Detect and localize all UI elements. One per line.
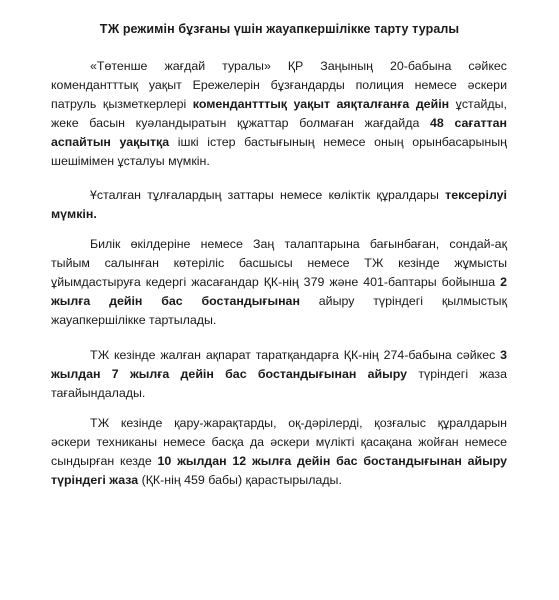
- paragraph-false-information: [51, 346, 507, 403]
- paragraph-inspection: [51, 186, 507, 224]
- text-segment-bold: тексерілуі мүмкін.: [51, 188, 507, 222]
- text-segment: ТЖ кезінде жалған ақпарат таратқандарға ҚК-нің 274-бабына сәйкес: [90, 348, 501, 362]
- paragraph-military-property: [51, 414, 507, 490]
- paragraph-detention: [51, 57, 507, 172]
- text-segment-bold: 3 жылдан 7 жылға дейін бас бостандығынан айыру: [51, 348, 507, 382]
- text-segment: түріндегі жаза тағайындалады.: [51, 367, 507, 401]
- text-segment: «Төтенше жағдай туралы» ҚР Заңының 20-бабына сәйкес комендантттық уақыт Ережелерін бұзғандарды полиция немесе әскери патруль қызметкерлері: [51, 59, 507, 112]
- text-segment: Билік өкілдеріне немесе Заң талаптарына бағынбаған, сондай-ақ тыйым салынған көтеріліс басшысы немесе ТЖ кезінде жұмысты ұйымдастыруға кедергі жасағандар ҚК-нің 379 және 401-баптары бойынша: [51, 237, 507, 290]
- text-segment-bold: 10 жылдан 12 жылға дейін бас бостандығынан айыру түріндегі жаза: [51, 454, 507, 488]
- text-segment: ТЖ кезінде қару-жарақтарды, оқ-дәрілерді, қозғалыс құралдарын әскери техниканы немесе басқа да әскери мүлікті қасақана жойған немесе сындырған кезде: [51, 416, 507, 469]
- text-segment: айыру түріндегі қылмыстық жауапкершілікке тартылады.: [51, 294, 507, 328]
- text-segment: ішкі істер бастығының немесе оның орынбасарының шешімімен ұсталуы мүмкін.: [51, 135, 507, 169]
- paragraph-disobedience: [51, 235, 507, 330]
- text-segment: (ҚК-нің 459 бабы) қарастырылады.: [138, 473, 342, 488]
- text-segment: ұстайды, жеке басын куәландыратын құжаттар болмаған жағдайда: [51, 97, 507, 131]
- document-title: ТЖ режимін бұзғаны үшін жауапкершілікке тарту туралы: [99, 22, 460, 36]
- text-segment-bold: 48 сағаттан аспайтын уақытқа: [51, 116, 507, 150]
- text-segment-bold: 2 жылға дейін бас бостандығынан: [51, 275, 507, 309]
- text-segment: Ұсталған тұлғалардың заттары немесе көліктік құралдары: [90, 188, 446, 202]
- text-segment-bold: комендантттық уақыт аяқталғанға дейін: [192, 97, 450, 112]
